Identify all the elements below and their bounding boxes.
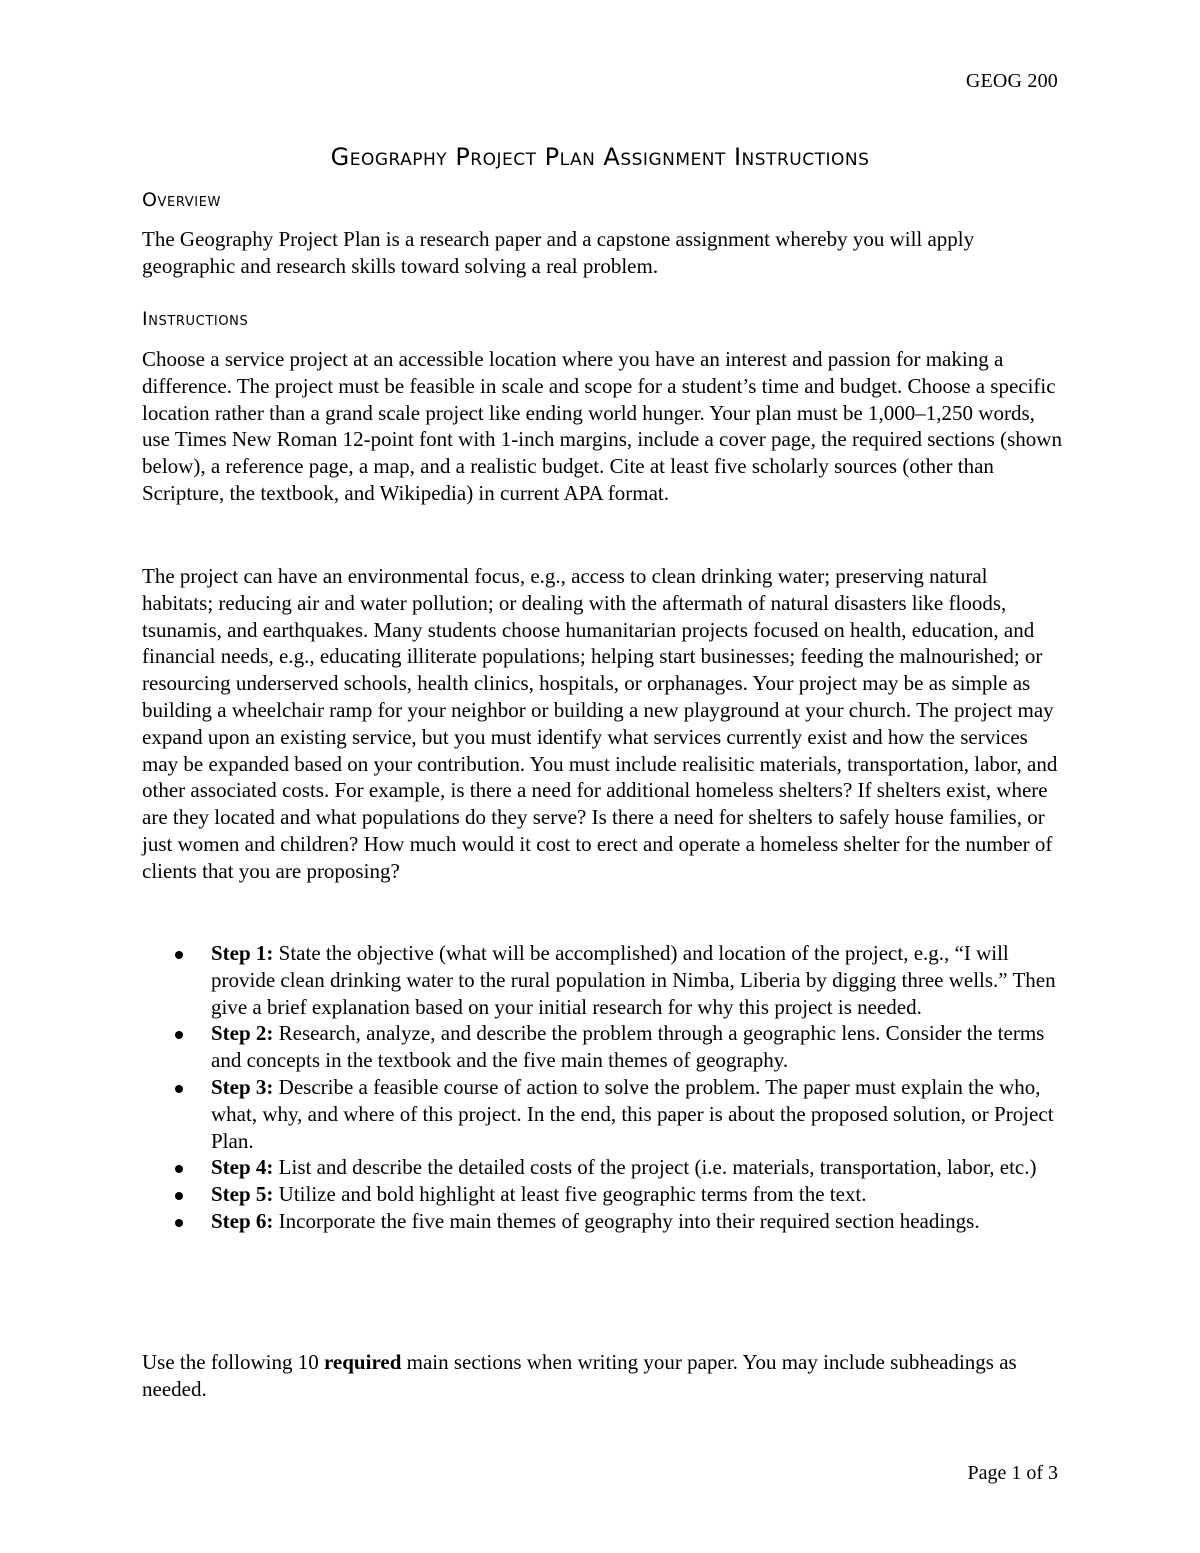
closing-text-after: main sections when writing your paper. You may include subheadings as needed.: [142, 1350, 1017, 1401]
overview-paragraph: The Geography Project Plan is a research paper and a capstone assignment whereby you will apply geographic and research skills toward solving a real problem.: [142, 227, 975, 278]
step-text: State the objective (what will be accomplished) and location of the project, e.g., “I will provide clean drinking water to the rural population in Nimba, Liberia by digging three wells.” Then give a brief explanation based on your initial research for why this project is needed.: [211, 941, 1056, 1019]
step-label: Step 3:: [211, 1074, 274, 1099]
bullet-icon: [175, 951, 183, 959]
bullet-icon: [175, 1219, 183, 1227]
overview-heading: Overview: [142, 189, 221, 211]
steps-list: [142, 940, 1062, 1235]
document-title: Geography Project Plan Assignment Instructions: [330, 143, 870, 171]
list-item: [142, 940, 1062, 1020]
list-item: [142, 1208, 1062, 1235]
step-text: Describe a feasible course of action to solve the problem. The paper must explain the who, what, why, and where of this project. In the end, this paper is about the proposed solution, or Project Plan.: [211, 1074, 1054, 1153]
list-item: [142, 1020, 1062, 1074]
instructions-paragraph-1: Choose a service project at an accessible location where you have an interest and passion for making a difference. The project must be feasible in scale and scope for a student’s time and budget. Choose a specific location rather than a grand scale project like ending world hunger. Your plan must be 1,000–1,250 words, use Times New Roman 12-point font with 1-inch margins, include a cover page, the required sections (shown below), a reference page, a map, and a realistic budget. Cite at least five scholarly sources (other than Scripture, the textbook, and Wikipedia) in current APA format.: [142, 347, 1062, 505]
list-item: [142, 1074, 1062, 1154]
closing-paragraph: [142, 1349, 1062, 1403]
step-text: Incorporate the five main themes of geography into their required section headings.: [273, 1208, 980, 1233]
list-item: [142, 1154, 1062, 1181]
closing-text-before: Use the following 10: [142, 1350, 324, 1374]
bullet-icon: [175, 1192, 183, 1200]
course-code-header: GEOG 200: [965, 70, 1058, 92]
step-text: Utilize and bold highlight at least five geographic terms from the text.: [273, 1182, 867, 1207]
list-item: [142, 1181, 1062, 1208]
step-text: Research, analyze, and describe the problem through a geographic lens. Consider the terms and concepts in the textbook and the five main themes of geography.: [211, 1021, 1045, 1073]
bullet-icon: [175, 1165, 183, 1173]
step-label: Step 2:: [211, 1021, 274, 1046]
bullet-icon: [175, 1085, 183, 1093]
instructions-paragraph-2: The project can have an environmental focus, e.g., access to clean drinking water; preserving natural habitats; reducing air and water pollution; or dealing with the aftermath of natural disasters like floods, tsunamis, and earthquakes. Many students choose humanitarian projects focused on health, education, and financial needs, e.g., educating illiterate populations; helping start businesses; feeding the malnourished; or resourcing underserved schools, health clinics, hospitals, or orphanages. Your project may be as simple as building a wheelchair ramp for your neighbor or building a new playground at your church. The project may expand upon an existing service, but you must identify what services currently exist and how the services may be expanded based on your contribution. You must include realisitic materials, transportation, labor, and other associated costs. For example, is there a need for additional homeless shelters? If shelters exist, where are they located and what populations do they serve? Is there a need for shelters to safely house families, or just women and children? How much would it cost to erect and operate a homeless shelter for the number of clients that you are proposing?: [142, 564, 1058, 883]
bullet-icon: [175, 1031, 183, 1039]
step-label: Step 1:: [211, 941, 274, 965]
step-label: Step 5:: [211, 1182, 274, 1207]
instructions-heading: Instructions: [142, 308, 249, 330]
page-number-footer: Page 1 of 3: [967, 1462, 1058, 1484]
step-text: List and describe the detailed costs of the project (i.e. materials, transportation, labor, etc.): [273, 1155, 1037, 1180]
closing-required-bold: required: [323, 1350, 402, 1374]
step-label: Step 6:: [211, 1208, 274, 1233]
step-label: Step 4:: [211, 1155, 274, 1180]
